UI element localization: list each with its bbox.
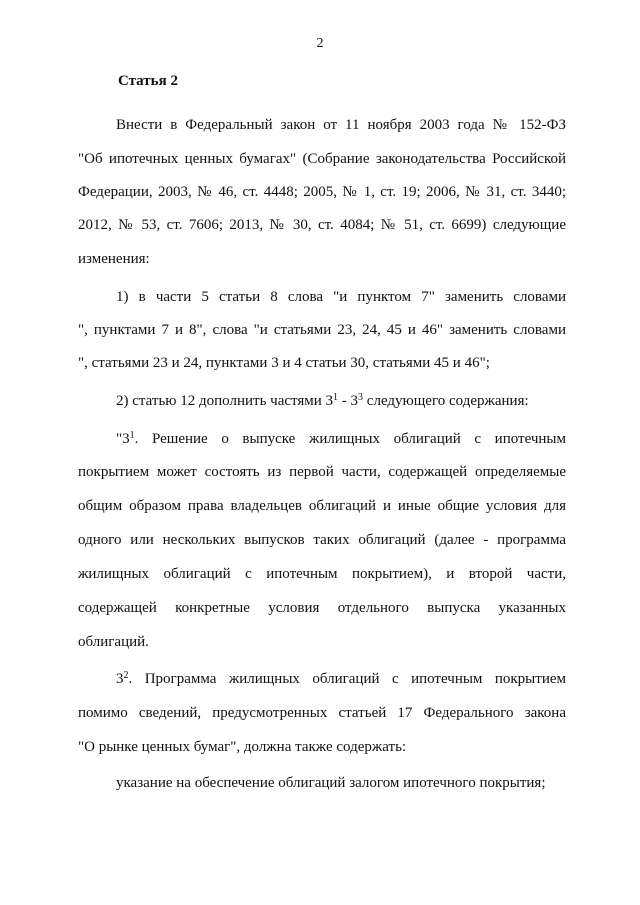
paragraph-line: помимо сведений, предусмотренных статьей 17 Федерального закона [78,705,566,721]
paragraph-line [116,670,566,688]
paragraph-line: жилищных облигаций с ипотечным покрытием), и второй части, [78,566,566,582]
text-fragment: 3 [116,671,124,687]
paragraph-line: покрытием может состоять из первой части, содержащей определяемые [78,464,566,480]
text-fragment: следующего содержания: [363,393,529,409]
paragraph-line: ", статьями 23 и 24, пунктами 3 и 4 статьи 30, статьями 45 и 46"; [78,355,490,371]
paragraph-line: 1) в части 5 статьи 8 слова "и пунктом 7" заменить словами [116,289,566,305]
paragraph-line: содержащей конкретные условия отдельного выпуска указанных [78,600,566,616]
paragraph-line: общим образом права владельцев облигаций и иные общие условия для [78,498,566,514]
page-number: 2 [316,36,324,51]
superscript: 3 [358,392,364,403]
superscript: 1 [333,392,339,403]
article-heading: Статья 2 [118,73,178,89]
paragraph-line: облигаций. [78,634,149,650]
paragraph-line: одного или нескольких выпусков таких облигаций (далее - программа [78,532,566,548]
text-fragment: 2) статью 12 дополнить частями 3 [116,393,334,409]
text-fragment: "3 [116,431,130,447]
paragraph-line [116,430,566,448]
text-fragment: - 3 [338,393,359,409]
paragraph-line: 2012, № 53, ст. 7606; 2013, № 30, ст. 4084; № 51, ст. 6699) следующие [78,217,566,233]
paragraph-line: ", пунктами 7 и 8", слова "и статьями 23, 24, 45 и 46" заменить словами [78,322,566,338]
paragraph-line: "Об ипотечных ценных бумагах" (Собрание законодательства Российской [78,151,566,167]
paragraph-line [116,392,529,410]
text-fragment: . Решение о выпуске жилищных облигаций с ипотечным [134,431,566,447]
text-fragment: . Программа жилищных облигаций с ипотечным покрытием [128,671,566,687]
superscript: 2 [123,670,129,681]
paragraph-line: указание на обеспечение облигаций залогом ипотечного покрытия; [116,775,546,791]
paragraph-line: Федерации, 2003, № 46, ст. 4448; 2005, № 1, ст. 19; 2006, № 31, ст. 3440; [78,184,566,200]
paragraph-line: Внести в Федеральный закон от 11 ноября 2003 года № 152-ФЗ [116,117,566,133]
paragraph-line: изменения: [78,251,150,267]
paragraph-line: "О рынке ценных бумаг", должна также содержать: [78,739,407,755]
superscript: 1 [129,430,135,441]
